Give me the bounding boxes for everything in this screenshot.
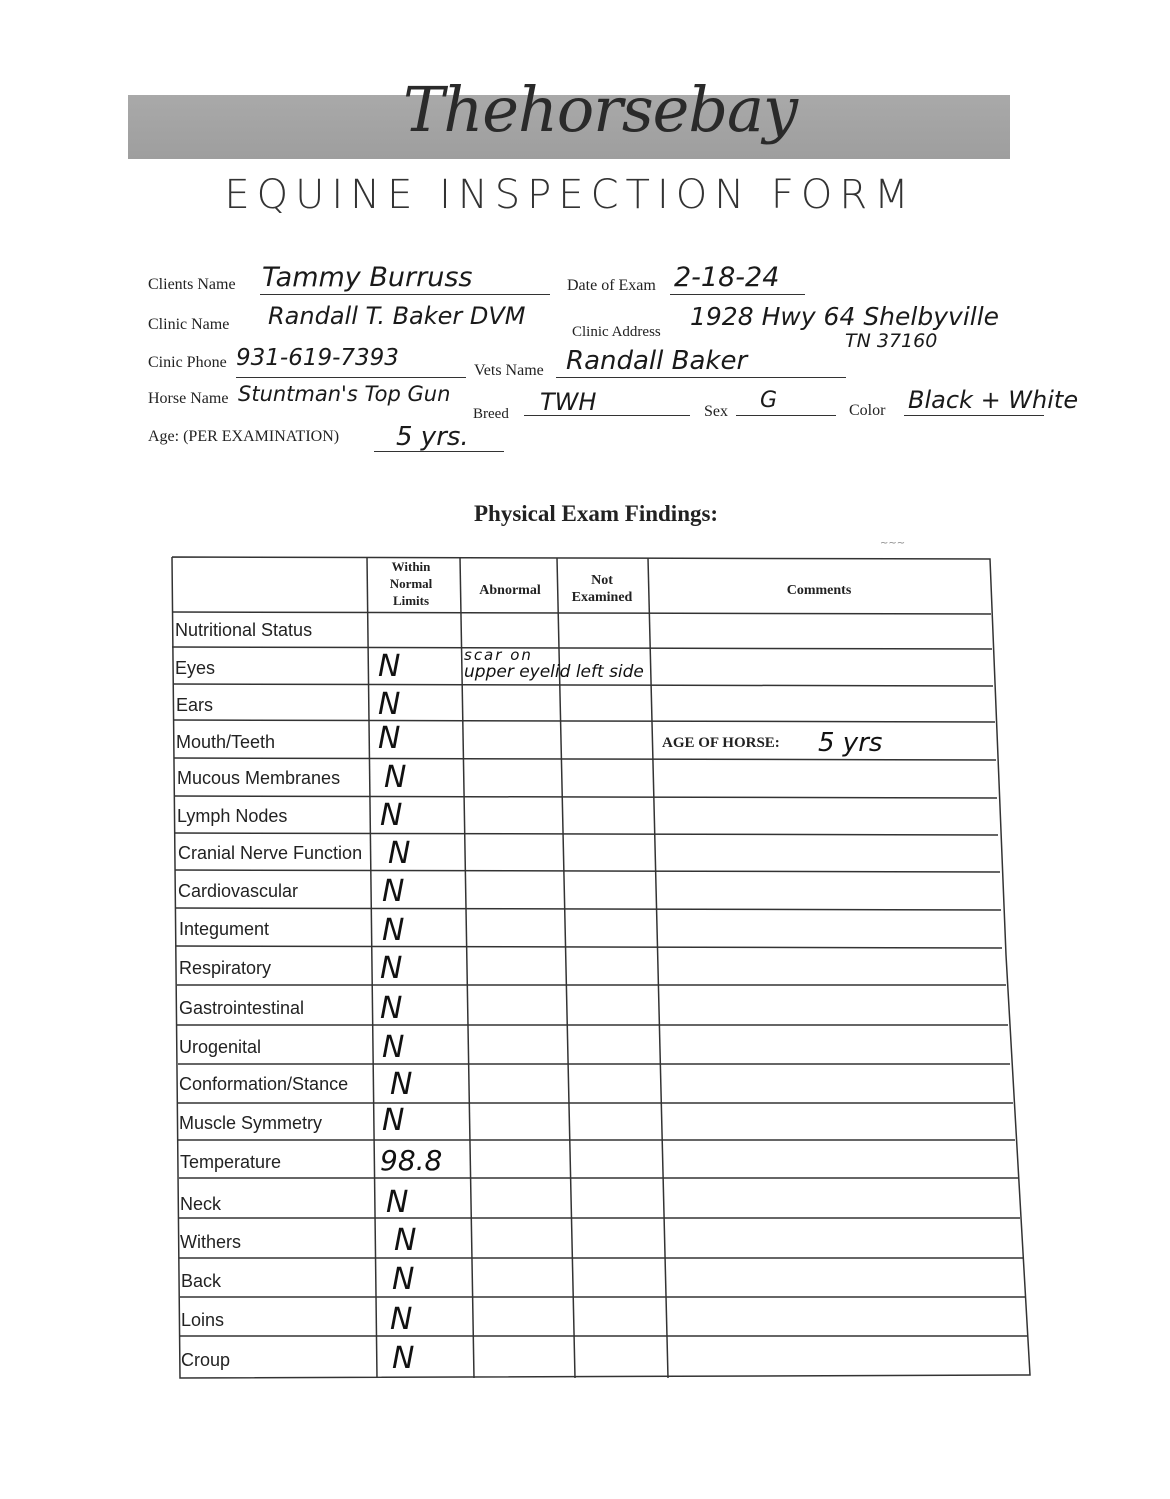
temperature-value[interactable]: 98.8: [380, 1144, 443, 1177]
wnl-mark[interactable]: N: [378, 687, 401, 722]
clinic-address-label: Clinic Address: [572, 324, 661, 340]
wnl-mark[interactable]: N: [390, 1302, 413, 1337]
row-label: Nutritional Status: [175, 620, 313, 640]
row-label: Neck: [180, 1194, 222, 1214]
wnl-mark[interactable]: N: [390, 1067, 413, 1102]
row-label: Croup: [181, 1350, 231, 1370]
clients-name-label: Clients Name: [148, 276, 236, 293]
age-value[interactable]: 5 yrs.: [396, 422, 469, 452]
wnl-mark[interactable]: N: [388, 836, 411, 871]
row-label: Respiratory: [179, 958, 272, 978]
row-label: Back: [181, 1271, 222, 1291]
row-label: Withers: [180, 1232, 242, 1252]
row-label: Eyes: [175, 658, 216, 678]
color-value[interactable]: Black + White: [908, 386, 1079, 414]
horse-name-value[interactable]: Stuntman's Top Gun: [238, 382, 451, 406]
col-not-examined: Not Examined: [571, 573, 633, 605]
clients-name-value[interactable]: Tammy Burruss: [262, 262, 473, 293]
vets-name-value[interactable]: Randall Baker: [566, 346, 748, 376]
vets-name-label: Vets Name: [474, 362, 544, 379]
row-label: Conformation/Stance: [179, 1074, 349, 1094]
clinic-name-label: Clinic Name: [148, 316, 230, 333]
row-label: Lymph Nodes: [177, 806, 288, 826]
wnl-mark[interactable]: N: [384, 760, 407, 795]
section-title: Physical Exam Findings:: [474, 501, 719, 526]
date-value[interactable]: 2-18-24: [674, 262, 780, 293]
clinic-phone-label: Cinic Phone: [148, 354, 227, 371]
eyes-abnormal-note-2[interactable]: upper eyelid left side: [464, 662, 644, 682]
brand-logo: Thehorsebay: [402, 73, 798, 146]
wnl-mark[interactable]: N: [382, 1030, 405, 1065]
wnl-mark[interactable]: N: [382, 1103, 405, 1138]
row-label: Ears: [176, 695, 214, 715]
clinic-phone-value[interactable]: 931-619-7393: [236, 345, 399, 371]
col-comments: Comments: [786, 583, 852, 598]
sex-label: Sex: [704, 403, 728, 420]
age-of-horse-label: AGE OF HORSE:: [662, 735, 780, 751]
clinic-address-value-2[interactable]: TN 37160: [845, 330, 938, 352]
row-label: Loins: [181, 1310, 225, 1330]
col-abnormal: Abnormal: [479, 583, 541, 598]
wnl-mark[interactable]: N: [378, 721, 401, 756]
row-label: Gastrointestinal: [179, 998, 305, 1018]
wnl-mark[interactable]: N: [382, 874, 405, 909]
horse-name-label: Horse Name: [148, 390, 229, 407]
wnl-mark[interactable]: N: [380, 991, 403, 1026]
row-label: Muscle Symmetry: [179, 1113, 323, 1133]
age-label: Age: (PER EXAMINATION): [148, 428, 340, 445]
age-of-horse-value[interactable]: 5 yrs: [818, 728, 883, 758]
wnl-mark[interactable]: N: [392, 1262, 415, 1297]
wnl-mark[interactable]: N: [386, 1185, 409, 1220]
breed-label: Breed: [473, 406, 509, 422]
wnl-mark[interactable]: N: [380, 798, 403, 833]
wnl-mark[interactable]: N: [378, 649, 401, 684]
row-label: Temperature: [180, 1152, 282, 1172]
form-title: EQUINE INSPECTION FORM: [224, 172, 916, 218]
wnl-mark[interactable]: N: [382, 913, 405, 948]
row-label: Mucous Membranes: [177, 768, 341, 788]
breed-value[interactable]: TWH: [540, 388, 597, 416]
color-label: Color: [849, 402, 886, 419]
margin-scribble: ~~~: [880, 538, 906, 549]
col-within-normal: Within Normal Limits: [389, 559, 433, 608]
row-label: Urogenital: [179, 1037, 262, 1057]
row-label: Cranial Nerve Function: [178, 843, 363, 863]
wnl-mark[interactable]: N: [380, 951, 403, 986]
sex-value[interactable]: G: [760, 388, 778, 413]
clinic-name-value[interactable]: Randall T. Baker DVM: [268, 302, 526, 330]
clinic-address-value[interactable]: 1928 Hwy 64 Shelbyville: [690, 302, 1000, 331]
date-label: Date of Exam: [567, 277, 656, 294]
wnl-mark[interactable]: N: [392, 1341, 415, 1376]
row-label: Integument: [179, 919, 270, 939]
row-label: Mouth/Teeth: [176, 732, 276, 752]
row-label: Cardiovascular: [178, 881, 299, 901]
eyes-abnormal-note-1[interactable]: scar on: [464, 646, 533, 664]
wnl-mark[interactable]: N: [394, 1223, 417, 1258]
